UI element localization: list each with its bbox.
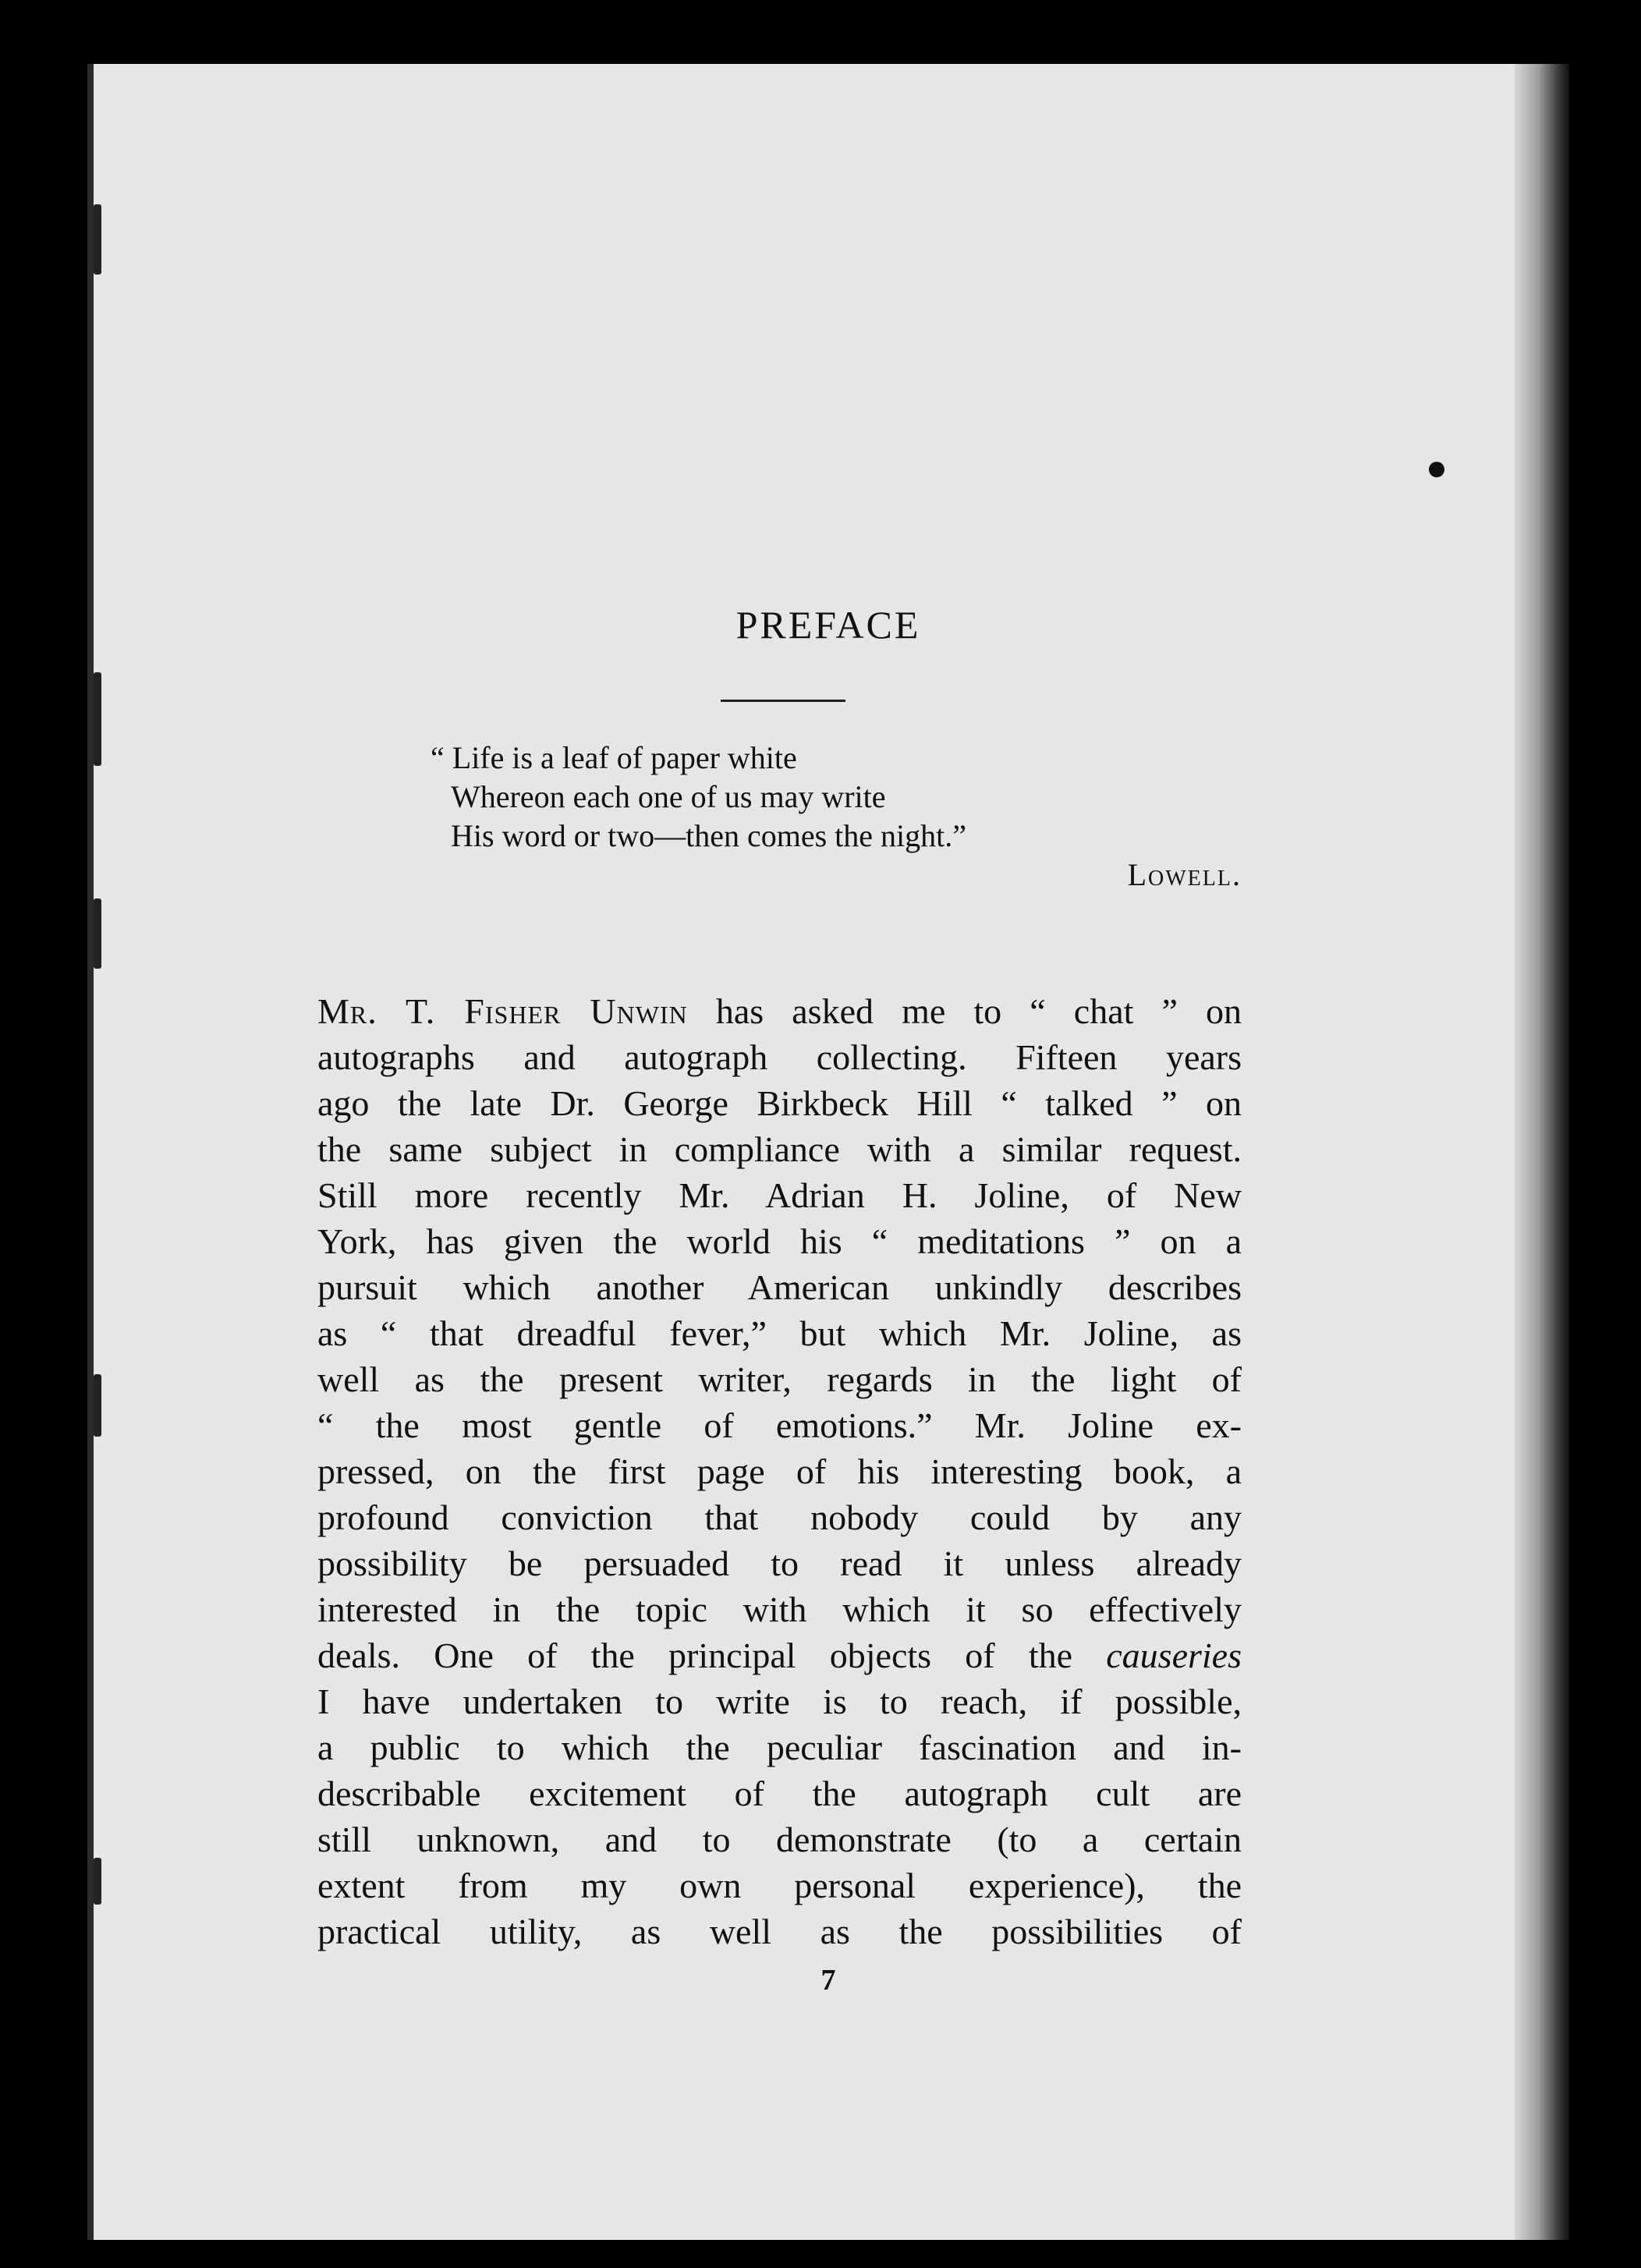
scan-mark <box>94 898 101 969</box>
body-line: pursuit which another American unkindly describes <box>317 1267 1242 1307</box>
body-line: describable excitement of the autograph cult are <box>317 1774 1242 1813</box>
page-number: 7 <box>820 1964 836 1997</box>
page-left-edge <box>87 64 94 2240</box>
body-line: still unknown, and to demonstrate (to a certain <box>317 1820 1242 1859</box>
scan-mark <box>94 204 101 275</box>
body-line: I have undertaken to write is to reach, if possible, <box>317 1682 1242 1721</box>
body-line: a public to which the peculiar fascination and in- <box>317 1728 1242 1767</box>
body-line: deals. One of the principal objects of the causeries <box>317 1635 1242 1675</box>
scan-mark <box>94 672 101 766</box>
body-line: well as the present writer, regards in the light of <box>317 1359 1242 1399</box>
title-divider <box>721 700 845 702</box>
page-title: PREFACE <box>735 603 921 647</box>
body-line: pressed, on the first page of his interesting book, a <box>317 1451 1242 1491</box>
body-line: interested in the topic with which it so effectively <box>317 1589 1242 1629</box>
scan-mark <box>94 1374 101 1437</box>
italic-term: causeries <box>1106 1635 1242 1675</box>
body-line: Mr. T. Fisher Unwin has asked me to “ chat ” on <box>317 991 1242 1031</box>
ink-dot <box>1429 462 1444 477</box>
body-line: practical utility, as well as the possibilities of <box>317 1912 1242 1951</box>
book-page <box>87 64 1569 2240</box>
body-line: as “ that dreadful fever,” but which Mr. Joline, as <box>317 1313 1242 1353</box>
body-line: profound conviction that nobody could by any <box>317 1497 1242 1537</box>
book-spine-shadow <box>1515 64 1569 2240</box>
epigraph <box>431 739 1242 895</box>
epigraph-line: His word or two—then comes the night.” <box>451 818 966 853</box>
body-line: autographs and autograph collecting. Fifteen years <box>317 1037 1242 1077</box>
body-line: “ the most gentle of emotions.” Mr. Joline ex- <box>317 1405 1242 1445</box>
scan-mark <box>94 1858 101 1905</box>
epigraph-line: “ Life is a leaf of paper white <box>431 740 797 775</box>
author-name: Mr. T. Fisher Unwin <box>317 991 688 1031</box>
body-line: Still more recently Mr. Adrian H. Joline, of New <box>317 1175 1242 1215</box>
epigraph-attribution: Lowell. <box>1127 857 1242 892</box>
body-line: extent from my own personal experience), the <box>317 1866 1242 1905</box>
body-line: the same subject in compliance with a similar request. <box>317 1129 1242 1169</box>
epigraph-line: Whereon each one of us may write <box>451 779 886 814</box>
body-line: ago the late Dr. George Birkbeck Hill “ talked ” on <box>317 1083 1242 1123</box>
body-line: possibility be persuaded to read it unless already <box>317 1543 1242 1583</box>
body-line: York, has given the world his “ meditations ” on a <box>317 1221 1242 1261</box>
body-paragraph <box>317 988 1242 1954</box>
